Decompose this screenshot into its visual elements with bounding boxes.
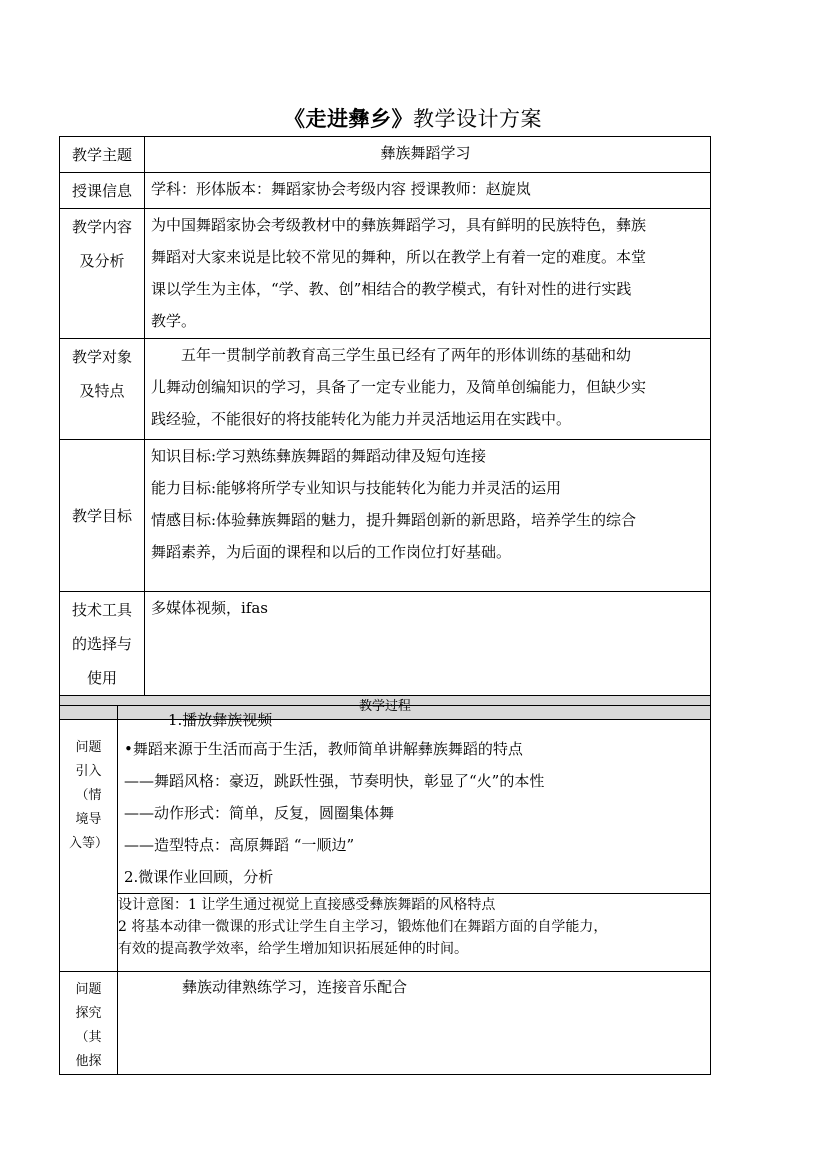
audience-line-3: 践经验，不能很好的将技能转化为能力并灵活地运用在实践中。 bbox=[151, 410, 572, 428]
value-tools: 多媒体视频，ifas bbox=[145, 592, 711, 696]
label-tools bbox=[60, 592, 145, 696]
goal-line-4: 舞蹈素养，为后面的课程和以后的工作岗位打好基础。 bbox=[151, 543, 512, 561]
design-intent bbox=[118, 894, 711, 972]
value-info: 学科：形体版本：舞蹈家协会考级内容 授课教师：赵旋岚 bbox=[145, 173, 711, 209]
label-explore bbox=[60, 972, 118, 1075]
content-line-3: 课以学生为主体，“学、教、创”相结合的教学模式，有针对性的进行实践 bbox=[151, 280, 632, 298]
explore-label-line-3: （其 bbox=[75, 1030, 102, 1045]
explore-label-line-1: 问题 bbox=[75, 982, 102, 997]
label-audience-line-1: 教学对象 bbox=[71, 348, 132, 366]
document-title bbox=[0, 104, 826, 134]
label-intro bbox=[60, 706, 118, 972]
intro-label-line-4: 境导 bbox=[75, 812, 102, 827]
row-goals bbox=[60, 440, 711, 592]
intro-line-1: 1.播放彝族视频 bbox=[168, 711, 273, 729]
label-topic: 教学主题 bbox=[60, 137, 145, 173]
label-content bbox=[60, 209, 145, 339]
explore-label-line-2: 探究 bbox=[75, 1006, 102, 1021]
value-audience bbox=[145, 339, 711, 440]
content-line-4: 教学。 bbox=[151, 312, 197, 330]
title-book-name: 《走进彝乡》 bbox=[284, 106, 413, 131]
row-design-intent bbox=[60, 894, 711, 972]
label-audience bbox=[60, 339, 145, 440]
label-goals: 教学目标 bbox=[60, 440, 145, 592]
row-topic bbox=[60, 137, 711, 173]
intro-line-2: •舞蹈来源于生活而高于生活，教师简单讲解彝族舞蹈的特点 bbox=[124, 740, 523, 758]
intro-label-line-3: （情 bbox=[75, 788, 102, 803]
content-line-2: 舞蹈对大家来说是比较不常见的舞种，所以在教学上有着一定的难度。本堂 bbox=[151, 248, 647, 266]
label-tools-line-1: 技术工具 bbox=[71, 601, 132, 619]
intro-content bbox=[118, 706, 711, 894]
intro-line-5: ——造型特点：高原舞蹈 “一顺边” bbox=[124, 836, 355, 854]
row-explore bbox=[60, 972, 711, 1075]
design-line-1: 设计意图：1 让学生通过视觉上直接感受彝族舞蹈的风格特点 bbox=[118, 897, 496, 913]
explore-label-line-4: 他探 bbox=[75, 1054, 102, 1069]
title-rest: 教学设计方案 bbox=[413, 107, 542, 131]
audience-line-1: 五年一贯制学前教育高三学生虽已经有了两年的形体训练的基础和幼 bbox=[181, 346, 632, 364]
label-content-line-2: 及分析 bbox=[79, 252, 125, 270]
content-line-1: 为中国舞蹈家协会考级教材中的彝族舞蹈学习，具有鲜明的民族特色，彝族 bbox=[151, 216, 647, 234]
intro-label-line-5: 入等） bbox=[68, 836, 108, 851]
row-intro bbox=[60, 706, 711, 894]
intro-line-6: 2.微课作业回顾，分析 bbox=[124, 868, 274, 886]
row-tools bbox=[60, 592, 711, 696]
audience-line-2: 儿舞动创编知识的学习，具备了一定专业能力，及简单创编能力，但缺少实 bbox=[151, 378, 647, 396]
design-line-3: 有效的提高教学效率，给学生增加知识拓展延伸的时间。 bbox=[118, 941, 468, 957]
goal-line-2: 能力目标:能够将所学专业知识与技能转化为能力并灵活的运用 bbox=[151, 479, 562, 497]
design-line-2: 2 将基本动律一微课的形式让学生自主学习，锻炼他们在舞蹈方面的自学能力， bbox=[118, 919, 608, 935]
label-content-line-1: 教学内容 bbox=[71, 218, 132, 236]
intro-label-line-1: 问题 bbox=[75, 740, 102, 755]
row-info bbox=[60, 173, 711, 209]
intro-label-line-2: 引入 bbox=[75, 764, 102, 779]
value-topic: 彝族舞蹈学习 bbox=[145, 137, 711, 173]
explore-text: 彝族动律熟练学习，连接音乐配合 bbox=[182, 978, 408, 996]
value-goals bbox=[145, 440, 711, 592]
label-info: 授课信息 bbox=[60, 173, 145, 209]
row-content bbox=[60, 209, 711, 339]
intro-line-3: ——舞蹈风格：豪迈，跳跃性强，节奏明快，彰显了“火”的本性 bbox=[124, 772, 545, 790]
goal-line-1: 知识目标:学习熟练彝族舞蹈的舞蹈动律及短句连接 bbox=[151, 447, 487, 465]
process-header: 教学过程 bbox=[60, 696, 711, 720]
label-audience-line-2: 及特点 bbox=[79, 382, 125, 400]
explore-content bbox=[118, 972, 711, 1075]
value-content bbox=[145, 209, 711, 339]
process-table bbox=[59, 705, 711, 1075]
row-audience bbox=[60, 339, 711, 440]
label-tools-line-3: 使用 bbox=[86, 669, 117, 687]
goal-line-3: 情感目标:体验彝族舞蹈的魅力，提升舞蹈创新的新思路，培养学生的综合 bbox=[151, 511, 637, 529]
lesson-info-table bbox=[59, 136, 711, 720]
intro-line-4: ——动作形式：简单，反复，圆圈集体舞 bbox=[124, 804, 395, 822]
label-tools-line-2: 的选择与 bbox=[71, 635, 132, 653]
